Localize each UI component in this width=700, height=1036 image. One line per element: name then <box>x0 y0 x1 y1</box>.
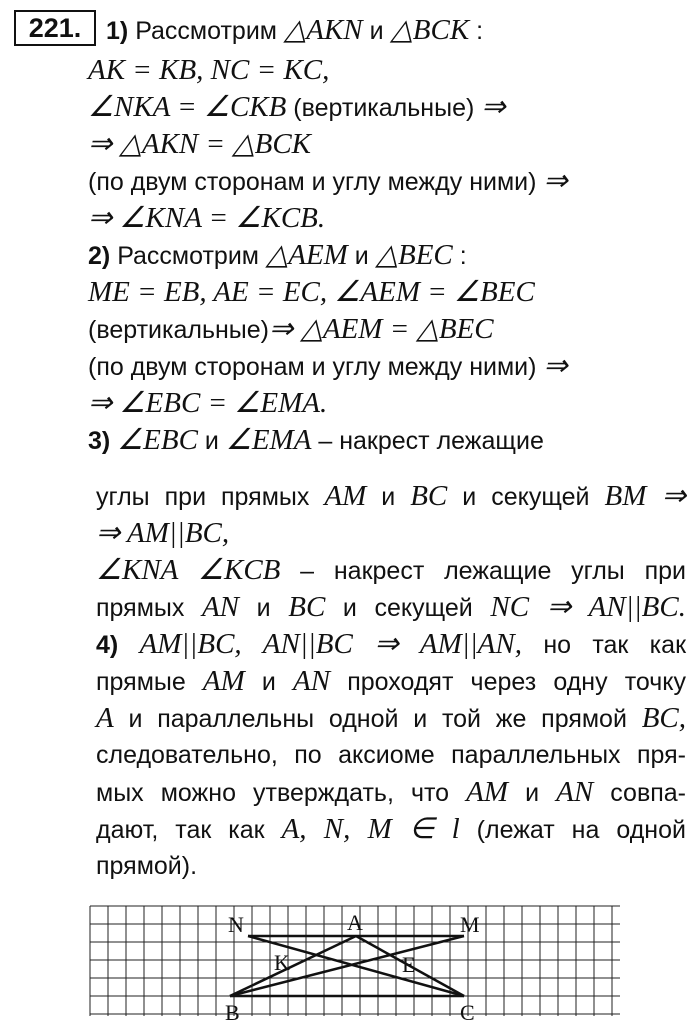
text: мых можно утверждать, что <box>96 779 467 807</box>
text: и секущей <box>325 594 491 622</box>
math: △BEC <box>375 239 453 271</box>
geometry-figure <box>88 904 628 1026</box>
label-a: A <box>347 910 363 935</box>
text: и параллельны одной и той же прямой <box>113 705 642 733</box>
text: – накрест лежащие углы при <box>280 557 686 585</box>
solution-line <box>88 163 568 200</box>
solution-line <box>96 737 686 773</box>
math: AN <box>293 665 331 697</box>
math: ∠EBC <box>117 424 198 456</box>
text: (по двум сторонам и углу между ними) <box>88 168 544 196</box>
text: прямых <box>96 594 202 622</box>
text: проходят через одну точку <box>330 668 686 696</box>
math: AM <box>324 480 367 512</box>
step-number: 1) <box>106 17 136 45</box>
text: : <box>452 242 467 270</box>
solution-line <box>96 774 686 811</box>
text: – накрест лежащие <box>311 427 544 455</box>
text: и <box>508 779 557 807</box>
math: △AEM <box>265 239 348 271</box>
math: AM <box>466 776 509 808</box>
math: BC <box>288 591 326 623</box>
math: ⇒ <box>481 91 506 123</box>
math: ∠EMA <box>225 424 312 456</box>
solution-line <box>96 811 686 848</box>
text: (вертикальные) <box>88 316 270 344</box>
solution-line <box>88 274 535 311</box>
solution-line <box>88 385 327 422</box>
solution-line <box>88 422 544 459</box>
solution-line <box>88 200 325 237</box>
solution-line <box>88 52 329 89</box>
math: AM||BC, AN||BC ⇒ AM||AN, <box>139 628 522 660</box>
figure-lines <box>230 936 464 996</box>
text: и секущей <box>447 483 605 511</box>
solution-line <box>96 515 229 552</box>
text: и <box>362 17 391 45</box>
math: △AKN <box>283 14 363 46</box>
label-n: N <box>228 912 244 937</box>
math: BC, <box>641 702 686 734</box>
text: прямые <box>96 668 203 696</box>
label-m: M <box>460 912 480 937</box>
math: NC ⇒ AN||BC. <box>490 591 686 623</box>
solution-line <box>106 12 483 49</box>
math: BM ⇒ <box>604 480 686 512</box>
step-number: 4) <box>96 631 140 659</box>
math: ⇒ ∠EBC = ∠EMA. <box>88 387 328 419</box>
text: (лежат на одной <box>459 816 686 844</box>
text: дают, так как <box>96 816 282 844</box>
math: AM <box>202 665 245 697</box>
solution-line <box>88 237 467 274</box>
math: △BCK <box>390 14 470 46</box>
text: Рассмотрим <box>135 17 284 45</box>
step-number: 2) <box>88 242 118 270</box>
problem-number: 221. <box>14 10 96 46</box>
label-b: B <box>225 1000 240 1025</box>
step-number: 3) <box>88 427 118 455</box>
text: : <box>469 17 484 45</box>
text: Рассмотрим <box>117 242 266 270</box>
math: AN <box>201 591 240 623</box>
math: ⇒ <box>543 350 568 382</box>
math: ⇒ △AEM = △BEC <box>269 313 494 345</box>
math: A <box>96 702 114 734</box>
math: ⇒ <box>543 165 568 197</box>
text: следовательно, по аксиоме параллельных пря- <box>96 741 686 769</box>
math: ∠NKA = ∠CKB <box>88 91 287 123</box>
math: ME = EB, AE = EC, ∠AEM = ∠BEC <box>88 276 535 308</box>
text: (по двум сторонам и углу между ними) <box>88 353 544 381</box>
text: и <box>366 483 411 511</box>
math: BC <box>410 480 448 512</box>
text: но так как <box>522 631 687 659</box>
math: ⇒ AM||BC, <box>96 517 230 549</box>
text: углы при прямых <box>96 483 325 511</box>
solution-line <box>96 626 686 663</box>
text: и <box>239 594 289 622</box>
math: A, N, M ∈ l <box>281 813 460 845</box>
solution-line <box>88 311 494 348</box>
text: совпа- <box>593 779 686 807</box>
solution-line <box>96 589 686 626</box>
math: ⇒ △AKN = △BCK <box>88 128 312 160</box>
label-k: K <box>274 950 290 975</box>
label-c: C <box>460 1000 475 1025</box>
solution-line <box>96 848 197 884</box>
text: (вертикальные) <box>286 94 482 122</box>
math: ⇒ ∠KNA = ∠KCB. <box>88 202 326 234</box>
line-ab <box>230 936 356 996</box>
solution-line <box>96 552 686 589</box>
math: AK = KB, NC = KC, <box>88 54 330 86</box>
label-e: E <box>402 952 416 977</box>
solution-line <box>96 478 686 515</box>
text: и <box>244 668 294 696</box>
solution-line <box>88 89 506 126</box>
text: прямой). <box>96 852 198 880</box>
solution-line <box>88 348 568 385</box>
solution-line <box>88 126 311 163</box>
math: ∠KNA ∠KCB <box>96 554 281 586</box>
text: и <box>347 242 376 270</box>
solution-line <box>96 700 686 737</box>
text: и <box>197 427 226 455</box>
solution-line <box>96 663 686 700</box>
math: AN <box>556 776 594 808</box>
